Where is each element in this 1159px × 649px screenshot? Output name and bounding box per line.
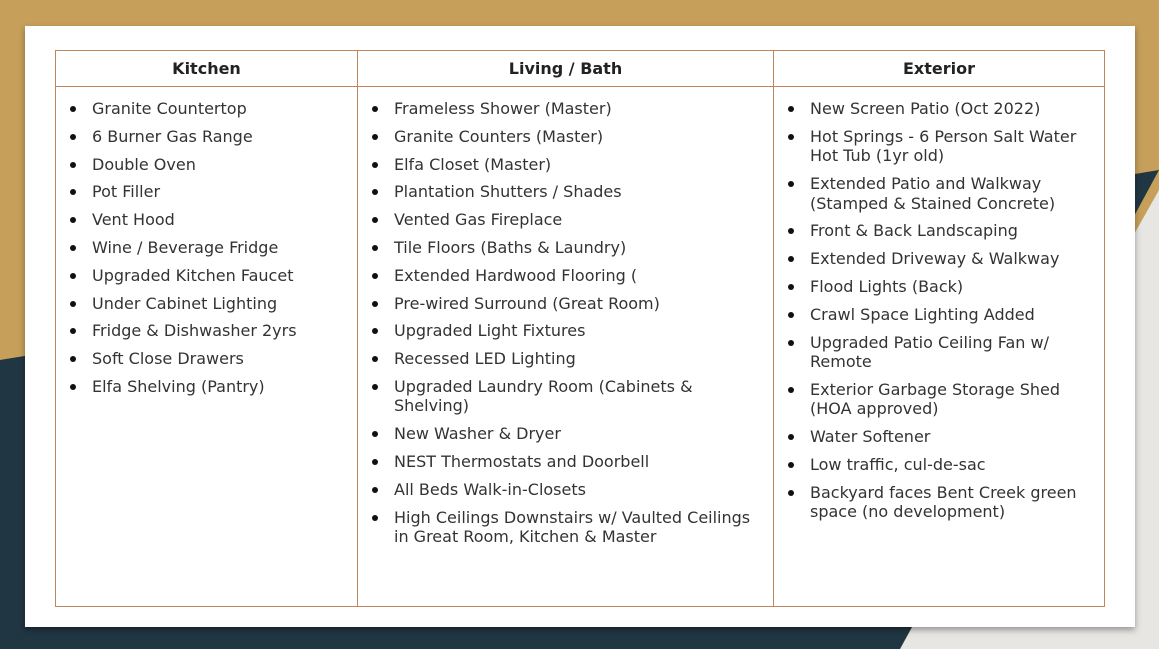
list-item-text: Extended Hardwood Flooring ( xyxy=(394,265,638,285)
list-item-text: Water Softener xyxy=(810,427,931,447)
list-item xyxy=(372,480,763,500)
bullet-icon xyxy=(70,162,76,168)
bullet-icon xyxy=(372,384,378,390)
list-item xyxy=(788,277,1094,297)
list-item-text: Upgraded Light Fixtures xyxy=(394,321,586,341)
list-item xyxy=(788,127,1094,166)
list-item-text: Extended Driveway & Walkway xyxy=(810,249,1060,269)
bullet-icon xyxy=(70,189,76,195)
list-item-text: Front & Back Landscaping xyxy=(810,221,1018,241)
bullet-icon xyxy=(70,273,76,279)
header-living-bath: Living / Bath xyxy=(358,51,774,87)
list-item-text: NEST Thermostats and Doorbell xyxy=(394,452,650,472)
list-item-text: Granite Counters (Master) xyxy=(394,126,604,146)
items-row xyxy=(56,87,1105,607)
list-item-text: Elfa Shelving (Pantry) xyxy=(92,376,265,396)
list-item xyxy=(70,127,347,147)
list-item-text: Vented Gas Fireplace xyxy=(394,210,563,230)
list-item xyxy=(372,377,763,416)
exterior-list xyxy=(788,99,1094,522)
list-item xyxy=(372,452,763,472)
bullet-icon xyxy=(788,462,794,468)
features-table xyxy=(55,50,1105,607)
list-item-text: Wine / Beverage Fridge xyxy=(92,237,279,257)
bullet-icon xyxy=(372,189,378,195)
list-item xyxy=(788,99,1094,119)
bullet-icon xyxy=(788,228,794,234)
bullet-icon xyxy=(372,301,378,307)
list-item-text: Fridge & Dishwasher 2yrs xyxy=(92,321,297,341)
kitchen-column xyxy=(56,87,358,607)
list-item xyxy=(70,294,347,314)
list-item-text: Upgraded Patio Ceiling Fan w/ Remote xyxy=(810,332,1049,372)
list-item xyxy=(788,174,1094,213)
bullet-icon xyxy=(788,284,794,290)
bullet-icon xyxy=(70,328,76,334)
list-item-text: Granite Countertop xyxy=(92,99,247,118)
bullet-icon xyxy=(372,487,378,493)
list-item-text: Recessed LED Lighting xyxy=(394,349,576,369)
list-item xyxy=(70,99,347,119)
list-item xyxy=(70,155,347,175)
list-item xyxy=(372,294,763,314)
exterior-column xyxy=(774,87,1105,607)
list-item-text: Pre-wired Surround (Great Room) xyxy=(394,293,660,313)
bullet-icon xyxy=(70,106,76,112)
list-item-text: Plantation Shutters / Shades xyxy=(394,182,622,202)
bullet-icon xyxy=(372,134,378,140)
bullet-icon xyxy=(372,217,378,223)
list-item-text: Exterior Garbage Storage Shed (HOA approved) xyxy=(810,379,1060,419)
bullet-icon xyxy=(372,356,378,362)
bullet-icon xyxy=(372,106,378,112)
list-item-text: Flood Lights (Back) xyxy=(810,276,964,296)
bullet-icon xyxy=(372,162,378,168)
list-item-text: Upgraded Kitchen Faucet xyxy=(92,265,294,285)
list-item xyxy=(70,321,347,341)
list-item-text: Extended Patio and Walkway (Stamped & Stained Concrete) xyxy=(810,174,1056,213)
list-item xyxy=(372,424,763,444)
bullet-icon xyxy=(788,134,794,140)
list-item xyxy=(70,182,347,202)
bullet-icon xyxy=(70,301,76,307)
feature-card xyxy=(25,26,1135,627)
list-item xyxy=(788,483,1094,522)
list-item xyxy=(788,333,1094,372)
list-item xyxy=(372,238,763,258)
bullet-icon xyxy=(372,459,378,465)
list-item xyxy=(70,349,347,369)
list-item-text: Low traffic, cul-de-sac xyxy=(810,454,986,474)
list-item xyxy=(788,221,1094,241)
list-item xyxy=(372,182,763,202)
list-item-text: Frameless Shower (Master) xyxy=(394,99,612,118)
list-item xyxy=(372,508,763,547)
header-kitchen: Kitchen xyxy=(56,51,358,87)
list-item-text: Tile Floors (Baths & Laundry) xyxy=(394,237,627,257)
bullet-icon xyxy=(788,181,794,187)
list-item-text: Elfa Closet (Master) xyxy=(394,154,552,174)
list-item-text: 6 Burner Gas Range xyxy=(92,126,253,146)
bullet-icon xyxy=(372,328,378,334)
list-item xyxy=(788,455,1094,475)
bullet-icon xyxy=(372,245,378,251)
list-item xyxy=(372,127,763,147)
bullet-icon xyxy=(788,340,794,346)
list-item-text: Under Cabinet Lighting xyxy=(92,293,278,313)
list-item xyxy=(372,99,763,119)
list-item-text: All Beds Walk-in-Closets xyxy=(394,479,586,499)
list-item-text: New Screen Patio (Oct 2022) xyxy=(810,99,1041,118)
bullet-icon xyxy=(70,217,76,223)
list-item-text: Backyard faces Bent Creek green space (no development) xyxy=(810,482,1077,522)
bullet-icon xyxy=(70,134,76,140)
list-item xyxy=(372,155,763,175)
bullet-icon xyxy=(70,384,76,390)
bullet-icon xyxy=(70,245,76,251)
list-item xyxy=(70,377,347,397)
list-item-text: Soft Close Drawers xyxy=(92,349,244,369)
list-item xyxy=(372,266,763,286)
bullet-icon xyxy=(788,256,794,262)
list-item-text: New Washer & Dryer xyxy=(394,424,561,444)
header-exterior: Exterior xyxy=(774,51,1105,87)
list-item-text: Crawl Space Lighting Added xyxy=(810,304,1035,324)
list-item xyxy=(70,266,347,286)
list-item xyxy=(788,249,1094,269)
bullet-icon xyxy=(372,273,378,279)
living-bath-column xyxy=(358,87,774,607)
kitchen-list xyxy=(70,99,347,396)
bullet-icon xyxy=(372,431,378,437)
list-item xyxy=(788,380,1094,419)
list-item-text: Hot Springs - 6 Person Salt Water Hot Tub (1yr old) xyxy=(810,126,1077,166)
list-item xyxy=(372,321,763,341)
list-item-text: Vent Hood xyxy=(92,210,175,230)
list-item xyxy=(70,238,347,258)
list-item xyxy=(70,210,347,230)
header-row xyxy=(56,51,1105,87)
list-item xyxy=(788,427,1094,447)
bullet-icon xyxy=(788,106,794,112)
list-item-text: Double Oven xyxy=(92,154,196,174)
list-item-text: High Ceilings Downstairs w/ Vaulted Ceilings in Great Room, Kitchen & Master xyxy=(394,507,751,547)
list-item-text: Pot Filler xyxy=(92,182,161,202)
list-item-text: Upgraded Laundry Room (Cabinets & Shelving) xyxy=(394,376,693,416)
bullet-icon xyxy=(788,387,794,393)
list-item xyxy=(372,210,763,230)
list-item xyxy=(372,349,763,369)
bullet-icon xyxy=(788,312,794,318)
bullet-icon xyxy=(788,490,794,496)
bullet-icon xyxy=(788,434,794,440)
list-item xyxy=(788,305,1094,325)
bullet-icon xyxy=(70,356,76,362)
living-bath-list xyxy=(372,99,763,547)
bullet-icon xyxy=(372,515,378,521)
